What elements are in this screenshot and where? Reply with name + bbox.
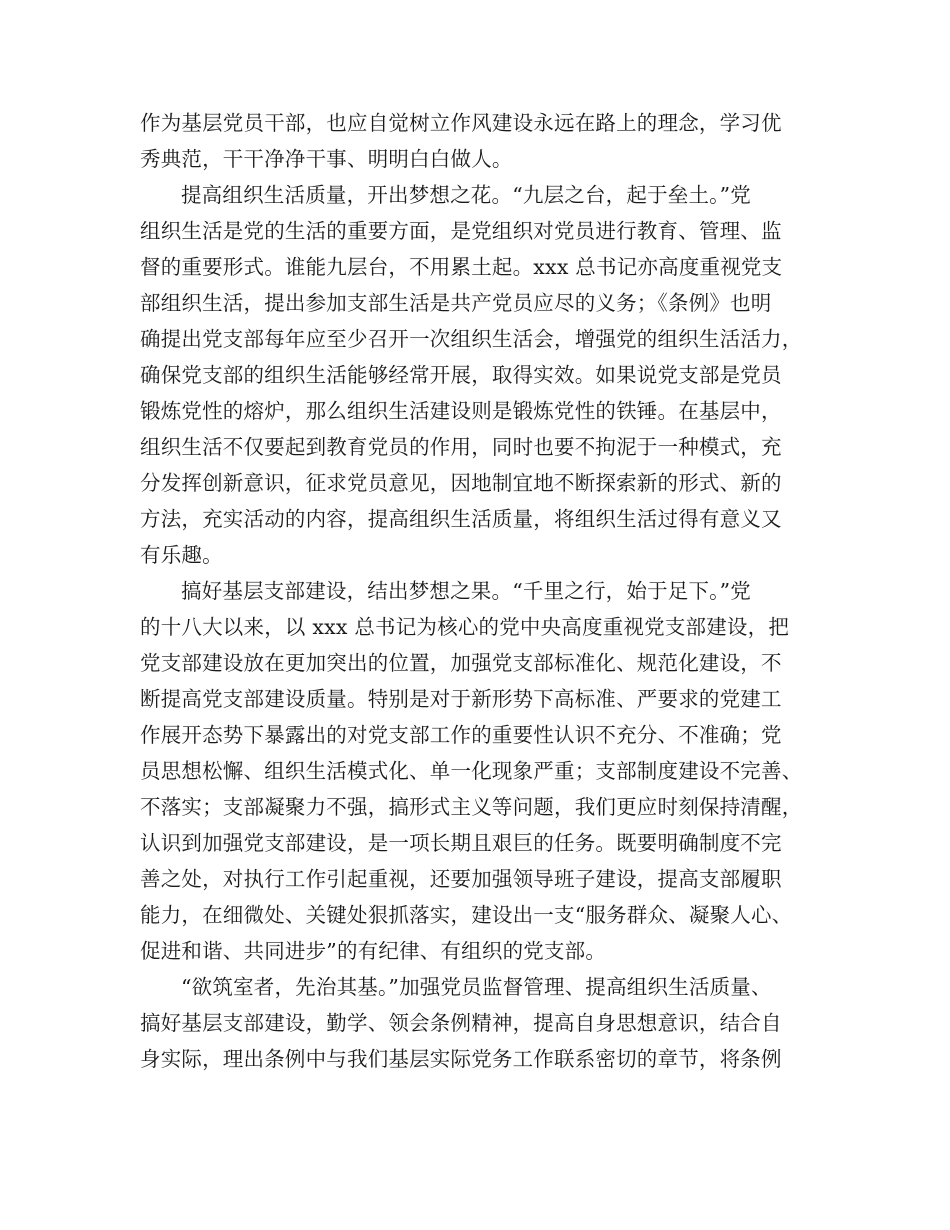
text-line: 提高组织生活质量，开出梦想之花。“九层之台，起于垒土。”党 — [181, 183, 752, 207]
text-line: 组织生活不仅要起到教育党员的作用，同时也要不拘泥于一种模式，充 — [140, 435, 782, 459]
text-line: 党支部建设放在更加突出的位置，加强党支部标准化、规范化建设，不 — [140, 651, 782, 675]
text-line: 锻炼党性的熔炉，那么组织生活建设则是锻炼党性的铁锤。在基层中， — [140, 399, 782, 423]
text-line: 确保党支部的组织生活能够经常开展，取得实效。如果说党支部是党员 — [140, 363, 782, 387]
text-line: 断提高党支部建设质量。特别是对于新形势下高标准、严要求的党建工 — [140, 687, 782, 711]
text-line: 组织生活是党的生活的重要方面，是党组织对党员进行教育、管理、监 — [140, 219, 782, 243]
text-line: 员思想松懈、组织生活模式化、单一化现象严重；支部制度建设不完善、 — [140, 759, 803, 783]
text-line: 确提出党支部每年应至少召开一次组织生活会，增强党的组织生活活力， — [140, 327, 803, 351]
document-body — [140, 105, 824, 1077]
text-line: “欲筑室者，先治其基。”加强党员监督管理、提高组织生活质量、 — [181, 975, 772, 999]
text-line: 能力，在细微处、关键处狠抓落实，建设出一支“服务群众、凝聚人心、 — [140, 903, 793, 927]
text-line: 督的重要形式。谁能九层台，不用累土起。xxx 总书记亦高度重视党支 — [140, 255, 783, 279]
text-line: 身实际，理出条例中与我们基层实际党务工作联系密切的章节，将条例 — [140, 1047, 782, 1071]
text-line: 作展开态势下暴露出的对党支部工作的重要性认识不充分、不准确；党 — [140, 723, 782, 747]
paragraph — [140, 105, 824, 177]
text-line: 搞好基层支部建设，勤学、领会条例精神，提高自身思想意识，结合自 — [140, 1011, 782, 1035]
paragraph — [140, 177, 824, 573]
text-line: 促进和谐、共同进步”的有纪律、有组织的党支部。 — [140, 939, 607, 963]
text-line: 秀典范，干干净净干事、明明白白做人。 — [140, 147, 513, 171]
text-line: 有乐趣。 — [140, 543, 223, 567]
text-line: 不落实；支部凝聚力不强，搞形式主义等问题，我们更应时刻保持清醒， — [140, 795, 803, 819]
text-line: 分发挥创新意识，征求党员意见，因地制宜地不断探索新的形式、新的 — [140, 471, 782, 495]
text-line: 方法，充实活动的内容，提高组织生活质量，将组织生活过得有意义又 — [140, 507, 782, 531]
text-line: 善之处，对执行工作引起重视，还要加强领导班子建设，提高支部履职 — [140, 867, 782, 891]
text-line: 的十八大以来，以 xxx 总书记为核心的党中央高度重视党支部建设，把 — [140, 615, 790, 639]
text-line: 作为基层党员干部，也应自觉树立作风建设永远在路上的理念，学习优 — [140, 111, 782, 135]
text-line: 部组织生活，提出参加支部生活是共产党员应尽的义务；《条例》也明 — [140, 291, 772, 315]
text-line: 认识到加强党支部建设，是一项长期且艰巨的任务。既要明确制度不完 — [140, 831, 782, 855]
paragraph — [140, 969, 824, 1077]
paragraph — [140, 573, 824, 969]
text-line: 搞好基层支部建设，结出梦想之果。“千里之行，始于足下。”党 — [181, 579, 752, 603]
